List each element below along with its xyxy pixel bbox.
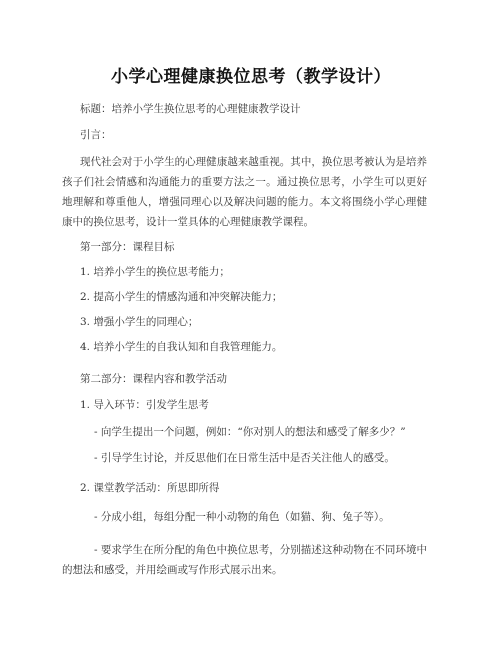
step1-heading: 1. 导入环节：引发学生思考 [80, 399, 209, 411]
goal-item: 2. 提高小学生的情感沟通和冲突解决能力； [80, 291, 283, 303]
goal-item: 4. 培养小学生的自我认知和自我管理能力。 [80, 341, 283, 353]
part1-heading: 第一部分：课程目标 [80, 241, 175, 253]
subtitle-line: 标题：培养小学生换位思考的心理健康教学设计 [80, 103, 301, 115]
goal-item: 3. 增强小学生的同理心； [80, 316, 199, 328]
step2-item: - 要求学生在所分配的角色中换位思考，分别描述这种动物在不同环境中的想法和感受，并用绘画或写作形式展示出来。 [62, 544, 427, 576]
step2-heading: 2. 课堂教学活动：所思即所得 [80, 482, 220, 494]
document-title: 小学心理健康换位思考（教学设计） [111, 67, 391, 87]
step2-item: - 分成小组，每组分配一种小动物的角色（如猫、狗、兔子等）。 [94, 511, 390, 523]
intro-heading: 引言： [80, 129, 112, 141]
part2-heading: 第二部分：课程内容和教学活动 [80, 373, 227, 385]
intro-paragraph: 现代社会对于小学生的心理健康越来越重视。其中，换位思考被认为是培养孩子们社会情感和沟通能力的重要方法之一。通过换位思考，小学生可以更好地理解和尊重他人，增强同理心以及解决问题的能力。本文将围绕小学心理健康中的换位思考，设计一堂具体的心理健康教学课程。 [62, 156, 427, 228]
step1-item: - 向学生提出一个问题，例如：“你对别人的想法和感受了解多少？” [94, 426, 406, 438]
goal-item: 1. 培养小学生的换位思考能力； [80, 266, 230, 278]
step1-item: - 引导学生讨论，并反思他们在日常生活中是否关注他人的感受。 [94, 452, 395, 464]
